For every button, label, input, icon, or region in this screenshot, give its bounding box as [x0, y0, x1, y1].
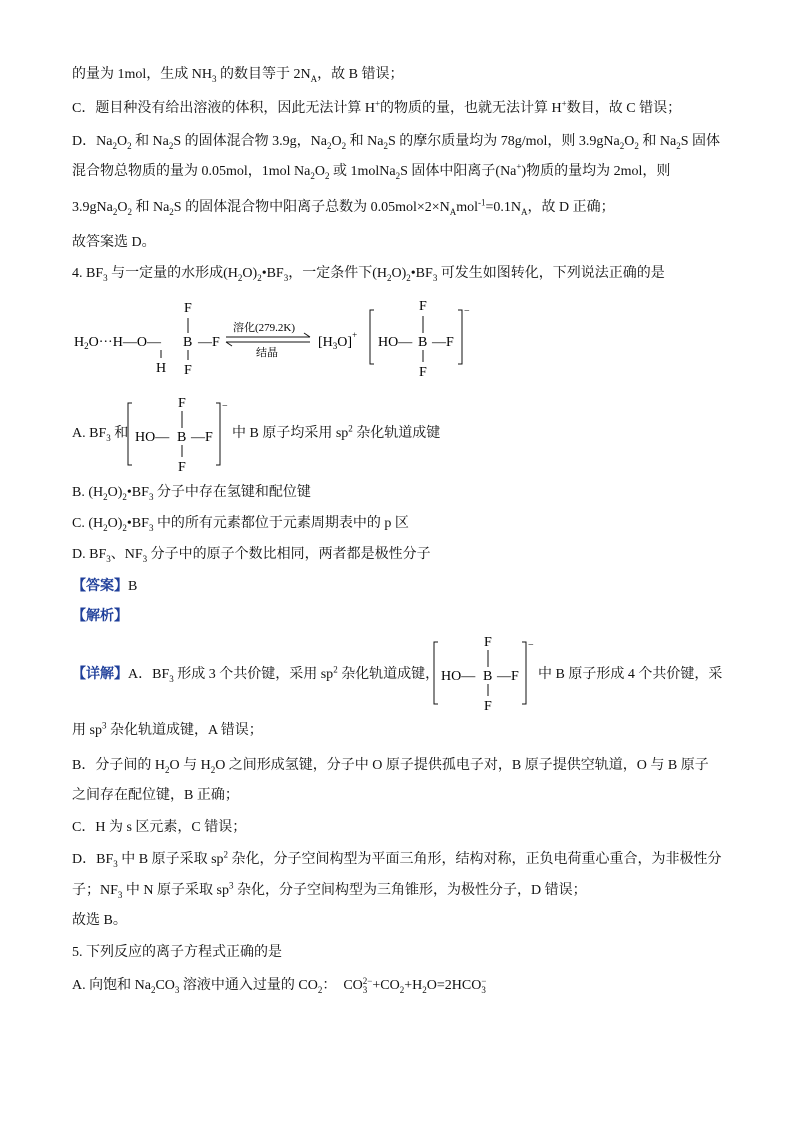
- text-line: C．题目种没有给出溶液的体积，因此无法计算 H+的物质的量，也就无法计算 H+数目，故 C 错误；: [72, 98, 682, 116]
- svg-text:H: H: [156, 361, 167, 376]
- svg-text:HO—: HO—: [441, 669, 476, 684]
- option-c: C. $(H_2O)_2•BF_3$ 中的所有元素都位于元素周期表中的 p 区: [72, 516, 409, 533]
- reaction-diagram: [70, 296, 490, 386]
- svg-text:F: F: [178, 396, 186, 411]
- svg-text:B: B: [483, 669, 493, 684]
- text-line: 故答案选 D。: [72, 235, 156, 250]
- conclusion: 故选 B。: [72, 913, 127, 928]
- svg-text:—F: —F: [191, 430, 213, 445]
- detail-d2: 子；$NF_3$ 中 N 原子采取 $sp^3$ 杂化，分子空间构型为三角锥形，为极性分子，D 错误；: [72, 880, 587, 900]
- arrow-condition-top: 溶化(279.2K): [233, 322, 296, 334]
- arrow-condition-bottom: 结晶: [256, 347, 278, 359]
- svg-text:−: −: [528, 640, 534, 651]
- svg-text:—F: —F: [432, 335, 454, 350]
- svg-text:F: F: [484, 635, 492, 650]
- detail-a-suffix: 中 B 原子形成 4 个共价键，采: [538, 667, 723, 682]
- svg-text:B: B: [177, 430, 187, 445]
- svg-text:H2O···H—O—: $H_2O\cdot\cdot\cdot H—O—$: [74, 335, 161, 351]
- svg-text:—F: —F: [198, 335, 220, 350]
- option-d: D. $BF_3$、$NF_3$ 分子中的原子个数比相同，两者都是极性分子: [72, 547, 431, 564]
- svg-text:F: F: [184, 301, 192, 316]
- text-line: 混合物总物质的量为 0.05mol，1mol $Na_2O_2$ 或 1molNa$_2$S 固体中阳离子(Na+)物质的量均为 2mol，则: [72, 161, 671, 181]
- svg-text:F: F: [419, 299, 427, 314]
- text-line: 的量为 1mol，生成 $NH_3$ 的数目等于 $2N_A$，故 B 错误；: [72, 67, 404, 84]
- equilibrium-arrow: [226, 333, 310, 346]
- svg-text:B: B: [183, 335, 193, 350]
- detail-c: C．H 为 s 区元素，C 错误；: [72, 820, 247, 835]
- option-a: A. $BF_3$ 和: [72, 426, 129, 443]
- question-4-stem: 4. $BF_3$ 与一定量的水形成$(H_2O)_2•BF_3$，一定条件下$(H_2O)_2•BF_3$ 可发生如图转化，下列说法正确的是: [72, 266, 665, 283]
- svg-text:HO—: HO—: [135, 430, 170, 445]
- question-5-stem: 5. 下列反应的离子方程式正确的是: [72, 945, 282, 960]
- anion-structure-detail: [428, 634, 538, 714]
- detail-a-cont: 用 $sp^3$ 杂化轨道成键，A 错误；: [72, 720, 263, 738]
- svg-text:B: B: [418, 335, 428, 350]
- detail-b1: B．分子间的 $H_2O$ 与 $H_2O$ 之间形成氢键，分子中 O 原子提供孤电子对，B 原子提供空轨道，O 与 B 原子: [72, 758, 709, 775]
- svg-text:F: F: [484, 699, 492, 714]
- text-line: $3.9gNa_2O_2$ 和 $Na_2S$ 的固体混合物中阳离子总数为 $0.05mol\times 2\times N_Amol^{-1}=0.1N_A$，故 D 正确；: [72, 197, 615, 217]
- svg-text:−: −: [464, 306, 470, 317]
- svg-text:HO—: HO—: [378, 335, 413, 350]
- text-line: D．$Na_2O_2$ 和 $Na_2S$ 的固体混合物 3.9g，$Na_2O_2$ 和 $Na_2S$ 的摩尔质量均为 78g/mol，则 $3.9gNa_2O_2$ 和 $Na_2S$ 固体: [72, 134, 720, 151]
- svg-text:−: −: [222, 401, 228, 412]
- analysis-label: 【解析】: [72, 609, 128, 624]
- option-b: B. $(H_2O)_2•BF_3$ 分子中存在氢键和配位键: [72, 485, 311, 502]
- svg-text:F: F: [419, 365, 427, 380]
- anion-structure-a: [122, 395, 232, 475]
- svg-text:—F: —F: [497, 669, 519, 684]
- answer-line: 【答案】B: [72, 579, 138, 594]
- detail-d1: D．$BF_3$ 中 B 原子采取 $sp^2$ 杂化，分子空间构型为平面三角形，结构对称，正负电荷重心重合，为非极性分: [72, 849, 722, 869]
- svg-text:[H3O]+: $[H_3O]^+$: [318, 330, 358, 351]
- question-5-option-a: A. 向饱和 $Na_2CO_3$ 溶液中通入过量的 $CO_2$： CO 2− 3 $+CO_2+H_2O=2HCO$ − 3: [72, 976, 487, 996]
- detail-b2: 之间存在配位键，B 正确；: [72, 788, 239, 803]
- option-a-text: 中 B 原子均采用 $sp^2$ 杂化轨道成键: [232, 423, 441, 441]
- svg-text:F: F: [184, 363, 192, 378]
- detail-a: 【详解】A．$BF_3$ 形成 3 个共价键，采用 $sp^2$ 杂化轨道成键，: [72, 664, 440, 684]
- svg-text:F: F: [178, 460, 186, 475]
